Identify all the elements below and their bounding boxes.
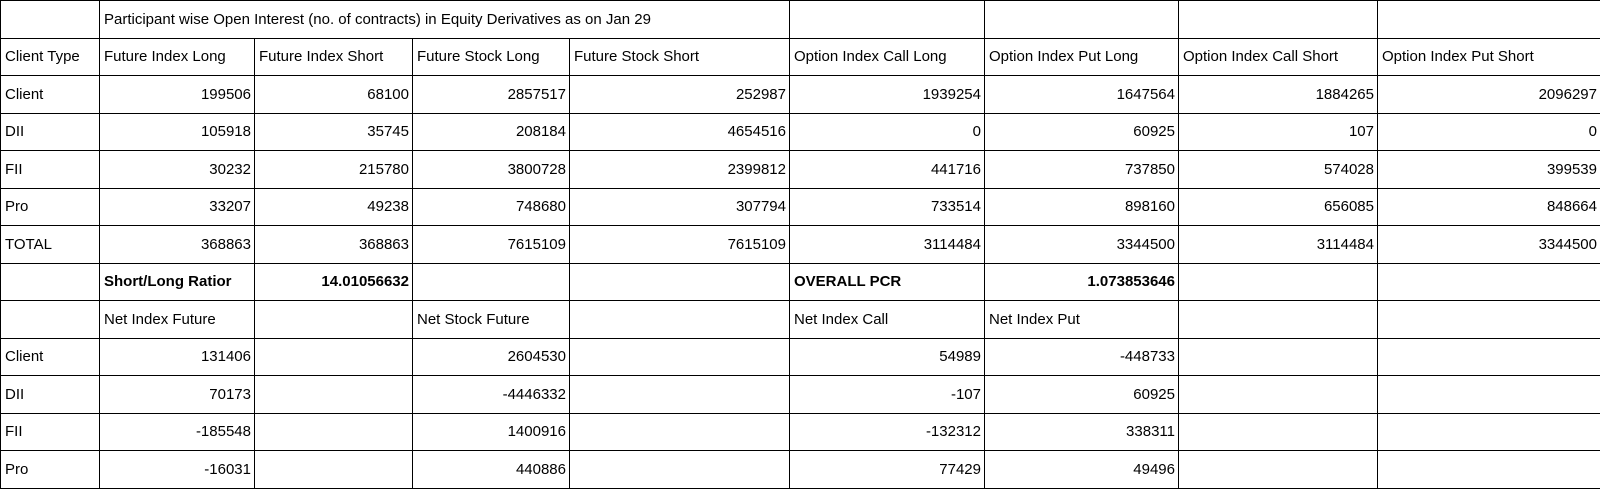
net-row <box>1 451 1600 489</box>
cell-empty[interactable] <box>1378 301 1600 339</box>
cell-empty[interactable] <box>1179 451 1378 489</box>
net-stock-future-cell[interactable]: 440886 <box>413 451 570 489</box>
value-cell[interactable]: 7615109 <box>413 226 570 264</box>
header-future-index-long[interactable]: Future Index Long <box>100 38 255 76</box>
overall-pcr-value[interactable]: 1.073853646 <box>985 263 1179 301</box>
value-cell[interactable]: 4654516 <box>570 113 790 151</box>
value-cell[interactable]: 368863 <box>255 226 413 264</box>
cell-empty[interactable] <box>570 413 790 451</box>
net-index-future-cell[interactable]: 131406 <box>100 338 255 376</box>
table-row <box>1 151 1600 189</box>
net-stock-future-cell[interactable]: 2604530 <box>413 338 570 376</box>
value-cell[interactable]: 3344500 <box>985 226 1179 264</box>
value-cell[interactable]: 199506 <box>100 76 255 114</box>
value-cell[interactable]: 68100 <box>255 76 413 114</box>
value-cell[interactable]: 441716 <box>790 151 985 189</box>
value-cell[interactable]: 307794 <box>570 188 790 226</box>
cell-empty[interactable] <box>570 301 790 339</box>
cell-empty[interactable] <box>1 301 100 339</box>
value-cell[interactable]: 3114484 <box>790 226 985 264</box>
value-cell[interactable]: 60925 <box>985 113 1179 151</box>
value-cell[interactable]: 215780 <box>255 151 413 189</box>
cell-empty[interactable] <box>1378 451 1600 489</box>
value-cell[interactable]: 574028 <box>1179 151 1378 189</box>
value-cell[interactable]: 2857517 <box>413 76 570 114</box>
net-row <box>1 413 1600 451</box>
header-row <box>1 38 1600 76</box>
header-option-index-call-long[interactable]: Option Index Call Long <box>790 38 985 76</box>
net-index-future-cell[interactable]: 70173 <box>100 376 255 414</box>
value-cell[interactable]: 748680 <box>413 188 570 226</box>
value-cell[interactable]: 0 <box>790 113 985 151</box>
table-row <box>1 76 1600 114</box>
cell-empty[interactable] <box>1179 1 1378 39</box>
value-cell[interactable]: 30232 <box>100 151 255 189</box>
value-cell[interactable]: 1884265 <box>1179 76 1378 114</box>
row-label[interactable]: DII <box>1 113 100 151</box>
cell-empty[interactable] <box>1179 413 1378 451</box>
net-index-call-cell[interactable]: -132312 <box>790 413 985 451</box>
header-net-index-put[interactable]: Net Index Put <box>985 301 1179 339</box>
value-cell[interactable]: 737850 <box>985 151 1179 189</box>
cell-empty[interactable] <box>1179 263 1378 301</box>
header-option-index-put-long[interactable]: Option Index Put Long <box>985 38 1179 76</box>
value-cell[interactable]: 3344500 <box>1378 226 1600 264</box>
cell-empty[interactable] <box>413 263 570 301</box>
cell-empty[interactable] <box>1 1 100 39</box>
value-cell[interactable]: 2399812 <box>570 151 790 189</box>
cell-empty[interactable] <box>1378 338 1600 376</box>
cell-empty[interactable] <box>1378 376 1600 414</box>
value-cell[interactable]: 3114484 <box>1179 226 1378 264</box>
cell-empty[interactable] <box>1378 413 1600 451</box>
table-row <box>1 188 1600 226</box>
cell-empty[interactable] <box>255 451 413 489</box>
value-cell[interactable]: 2096297 <box>1378 76 1600 114</box>
net-index-call-cell[interactable]: 77429 <box>790 451 985 489</box>
cell-empty[interactable] <box>255 413 413 451</box>
cell-empty[interactable] <box>1179 376 1378 414</box>
value-cell[interactable]: 0 <box>1378 113 1600 151</box>
cell-empty[interactable] <box>1 263 100 301</box>
net-index-put-cell[interactable]: 338311 <box>985 413 1179 451</box>
row-label[interactable]: FII <box>1 151 100 189</box>
value-cell[interactable]: 733514 <box>790 188 985 226</box>
net-index-put-cell[interactable]: 60925 <box>985 376 1179 414</box>
net-index-put-cell[interactable]: 49496 <box>985 451 1179 489</box>
short-long-ratio-label[interactable]: Short/Long Ratior <box>100 263 255 301</box>
header-net-index-future[interactable]: Net Index Future <box>100 301 255 339</box>
row-label[interactable]: DII <box>1 376 100 414</box>
value-cell[interactable]: 3800728 <box>413 151 570 189</box>
value-cell[interactable]: 208184 <box>413 113 570 151</box>
net-index-future-cell[interactable]: -16031 <box>100 451 255 489</box>
row-label[interactable]: Pro <box>1 451 100 489</box>
ratio-row <box>1 263 1600 301</box>
header-future-stock-long[interactable]: Future Stock Long <box>413 38 570 76</box>
value-cell[interactable]: 105918 <box>100 113 255 151</box>
title-row <box>1 1 1600 39</box>
row-label[interactable]: Client <box>1 76 100 114</box>
value-cell[interactable]: 35745 <box>255 113 413 151</box>
header-future-index-short[interactable]: Future Index Short <box>255 38 413 76</box>
cell-empty[interactable] <box>570 451 790 489</box>
header-option-index-put-short[interactable]: Option Index Put Short <box>1378 38 1600 76</box>
row-label[interactable]: Client <box>1 338 100 376</box>
net-stock-future-cell[interactable]: 1400916 <box>413 413 570 451</box>
value-cell[interactable]: 399539 <box>1378 151 1600 189</box>
cell-empty[interactable] <box>1179 301 1378 339</box>
value-cell[interactable]: 898160 <box>985 188 1179 226</box>
cell-empty[interactable] <box>790 1 985 39</box>
value-cell[interactable]: 656085 <box>1179 188 1378 226</box>
row-label[interactable]: Pro <box>1 188 100 226</box>
value-cell[interactable]: 252987 <box>570 76 790 114</box>
cell-empty[interactable] <box>1378 1 1600 39</box>
table-title[interactable]: Participant wise Open Interest (no. of contracts) in Equity Derivatives as on Jan 29 <box>100 1 790 39</box>
total-row <box>1 226 1600 264</box>
cell-empty[interactable] <box>255 376 413 414</box>
value-cell[interactable]: 49238 <box>255 188 413 226</box>
header-option-index-call-short[interactable]: Option Index Call Short <box>1179 38 1378 76</box>
net-header-row <box>1 301 1600 339</box>
cell-empty[interactable] <box>570 263 790 301</box>
short-long-ratio-value[interactable]: 14.01056632 <box>255 263 413 301</box>
value-cell[interactable]: 107 <box>1179 113 1378 151</box>
net-index-call-cell[interactable]: -107 <box>790 376 985 414</box>
net-index-call-cell[interactable]: 54989 <box>790 338 985 376</box>
cell-empty[interactable] <box>1179 338 1378 376</box>
cell-empty[interactable] <box>255 301 413 339</box>
net-index-future-cell[interactable]: -185548 <box>100 413 255 451</box>
value-cell[interactable]: 33207 <box>100 188 255 226</box>
overall-pcr-label[interactable]: OVERALL PCR <box>790 263 985 301</box>
row-label[interactable]: FII <box>1 413 100 451</box>
value-cell[interactable]: 7615109 <box>570 226 790 264</box>
header-net-index-call[interactable]: Net Index Call <box>790 301 985 339</box>
cell-empty[interactable] <box>255 338 413 376</box>
row-label[interactable]: TOTAL <box>1 226 100 264</box>
header-client-type[interactable]: Client Type <box>1 38 100 76</box>
net-stock-future-cell[interactable]: -4446332 <box>413 376 570 414</box>
cell-empty[interactable] <box>985 1 1179 39</box>
net-index-put-cell[interactable]: -448733 <box>985 338 1179 376</box>
header-future-stock-short[interactable]: Future Stock Short <box>570 38 790 76</box>
net-row <box>1 338 1600 376</box>
cell-empty[interactable] <box>570 338 790 376</box>
table-row <box>1 113 1600 151</box>
cell-empty[interactable] <box>1378 263 1600 301</box>
value-cell[interactable]: 1647564 <box>985 76 1179 114</box>
value-cell[interactable]: 368863 <box>100 226 255 264</box>
value-cell[interactable]: 848664 <box>1378 188 1600 226</box>
value-cell[interactable]: 1939254 <box>790 76 985 114</box>
net-row <box>1 376 1600 414</box>
header-net-stock-future[interactable]: Net Stock Future <box>413 301 570 339</box>
cell-empty[interactable] <box>570 376 790 414</box>
